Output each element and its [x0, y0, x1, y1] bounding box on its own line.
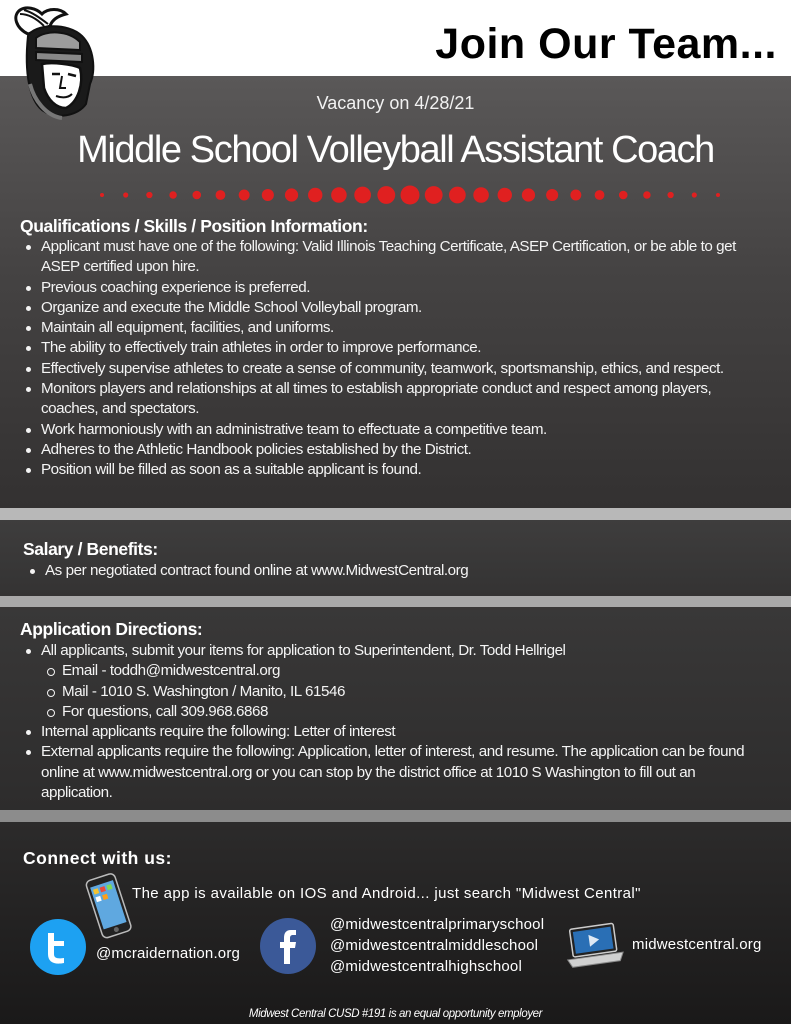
red-dot [216, 190, 226, 200]
facebook-handles [330, 914, 544, 977]
red-dot [643, 191, 650, 198]
red-dot [425, 186, 443, 204]
section-divider [0, 596, 791, 607]
eeo-statement: Midwest Central CUSD #191 is an equal opportunity employer [248, 1008, 543, 1020]
list-item: Position will be filled as soon as a suitable applicant is found. [20, 460, 770, 480]
list-item: Adheres to the Athletic Handbook policies established by the District. [20, 440, 770, 460]
application-heading: Application Directions: [20, 619, 203, 639]
red-dot [100, 193, 104, 197]
connect-heading: Connect with us: [23, 848, 172, 868]
website-link[interactable]: midwestcentral.org [632, 936, 762, 953]
red-dot [619, 191, 628, 200]
facebook-middle-link[interactable]: @midwestcentralmiddleschool [330, 937, 539, 954]
facebook-high-link[interactable]: @midwestcentralhighschool [330, 958, 522, 975]
list-item: The ability to effectively train athletes in order to improve performance. [20, 338, 770, 358]
red-dot [331, 187, 347, 203]
phone-item: For questions, call 309.968.6868 [20, 702, 765, 722]
red-dot [262, 189, 274, 201]
twitter-handle[interactable]: @mcraidernation.org [96, 945, 241, 962]
qualifications-list [20, 237, 770, 481]
red-dot [401, 186, 420, 205]
red-dot [692, 192, 697, 197]
qualifications-heading: Qualifications / Skills / Position Information: [20, 216, 368, 236]
laptop-icon [564, 922, 626, 970]
red-dot [354, 187, 371, 204]
list-item: Applicant must have one of the following: Valid Illinois Teaching Certificate, ASEP Certification, or be able to get ASEP certified upon hire. [20, 237, 770, 278]
section-divider [0, 508, 791, 520]
position-section [0, 76, 791, 508]
red-dot [716, 193, 720, 197]
salary-section [0, 520, 791, 596]
list-item: External applicants require the following: Application, letter of interest, and resume. The application can be found online at www.midwestcentral.org or you can stop by the district office at 1010 S Washington to fill out an application. [20, 742, 765, 803]
list-item: Effectively supervise athletes to create a sense of community, teamwork, sportsmanship, ethics, and respect. [20, 359, 770, 379]
section-divider [0, 810, 791, 822]
red-dot [169, 191, 176, 198]
red-dot [473, 187, 489, 203]
twitter-icon[interactable] [30, 919, 86, 975]
red-dot [123, 192, 128, 197]
red-dot [449, 187, 466, 204]
job-title: Middle School Volleyball Assistant Coach [77, 129, 714, 171]
red-dot [239, 190, 250, 201]
contact-sub-list [20, 661, 765, 722]
facebook-primary-link[interactable]: @midwestcentralprimaryschool [330, 916, 545, 933]
app-availability-text: The app is available on IOS and Android... just search "Midwest Central" [132, 885, 641, 902]
list-item: Internal applicants require the following: Letter of interest [20, 722, 765, 742]
list-item: Organize and execute the Middle School Volleyball program. [20, 298, 770, 318]
red-dot [595, 190, 605, 200]
red-dot [285, 188, 298, 201]
list-item: Maintain all equipment, facilities, and uniforms. [20, 318, 770, 338]
list-item: As per negotiated contract found online at www.MidwestCentral.org [24, 561, 764, 581]
red-dot [667, 192, 673, 198]
list-item: All applicants, submit your items for application to Superintendent, Dr. Todd Hellrigel [20, 641, 765, 661]
join-our-team-title: Join Our Team... [435, 20, 777, 68]
red-dot [308, 188, 322, 202]
red-dot [377, 186, 395, 204]
red-dot [570, 190, 581, 201]
red-dot [192, 191, 201, 200]
facebook-icon[interactable] [260, 918, 316, 974]
salary-heading: Salary / Benefits: [23, 539, 158, 559]
red-dot [146, 192, 152, 198]
red-dot [498, 188, 512, 202]
red-dot [546, 189, 558, 201]
vacancy-date: Vacancy on 4/28/21 [316, 93, 475, 113]
application-section [0, 607, 791, 810]
list-item: Monitors players and relationships at all times to establish appropriate conduct and respect among players, coaches, and spectators. [20, 379, 770, 420]
salary-list [24, 561, 764, 581]
header [0, 0, 791, 76]
email-item: Email - toddh@midwestcentral.org [20, 661, 765, 681]
red-dot [522, 188, 535, 201]
mail-item: Mail - 1010 S. Washington / Manito, IL 61546 [20, 682, 765, 702]
sub-list-wrapper [20, 661, 765, 722]
application-list [20, 641, 765, 803]
list-item: Work harmoniously with an administrative team to effectuate a competitive team. [20, 420, 770, 440]
knight-helmet-logo [6, 4, 102, 124]
smartphone-icon [82, 872, 134, 942]
list-item: Previous coaching experience is preferred. [20, 278, 770, 298]
red-dot-divider [90, 182, 730, 208]
connect-section [0, 822, 791, 1024]
